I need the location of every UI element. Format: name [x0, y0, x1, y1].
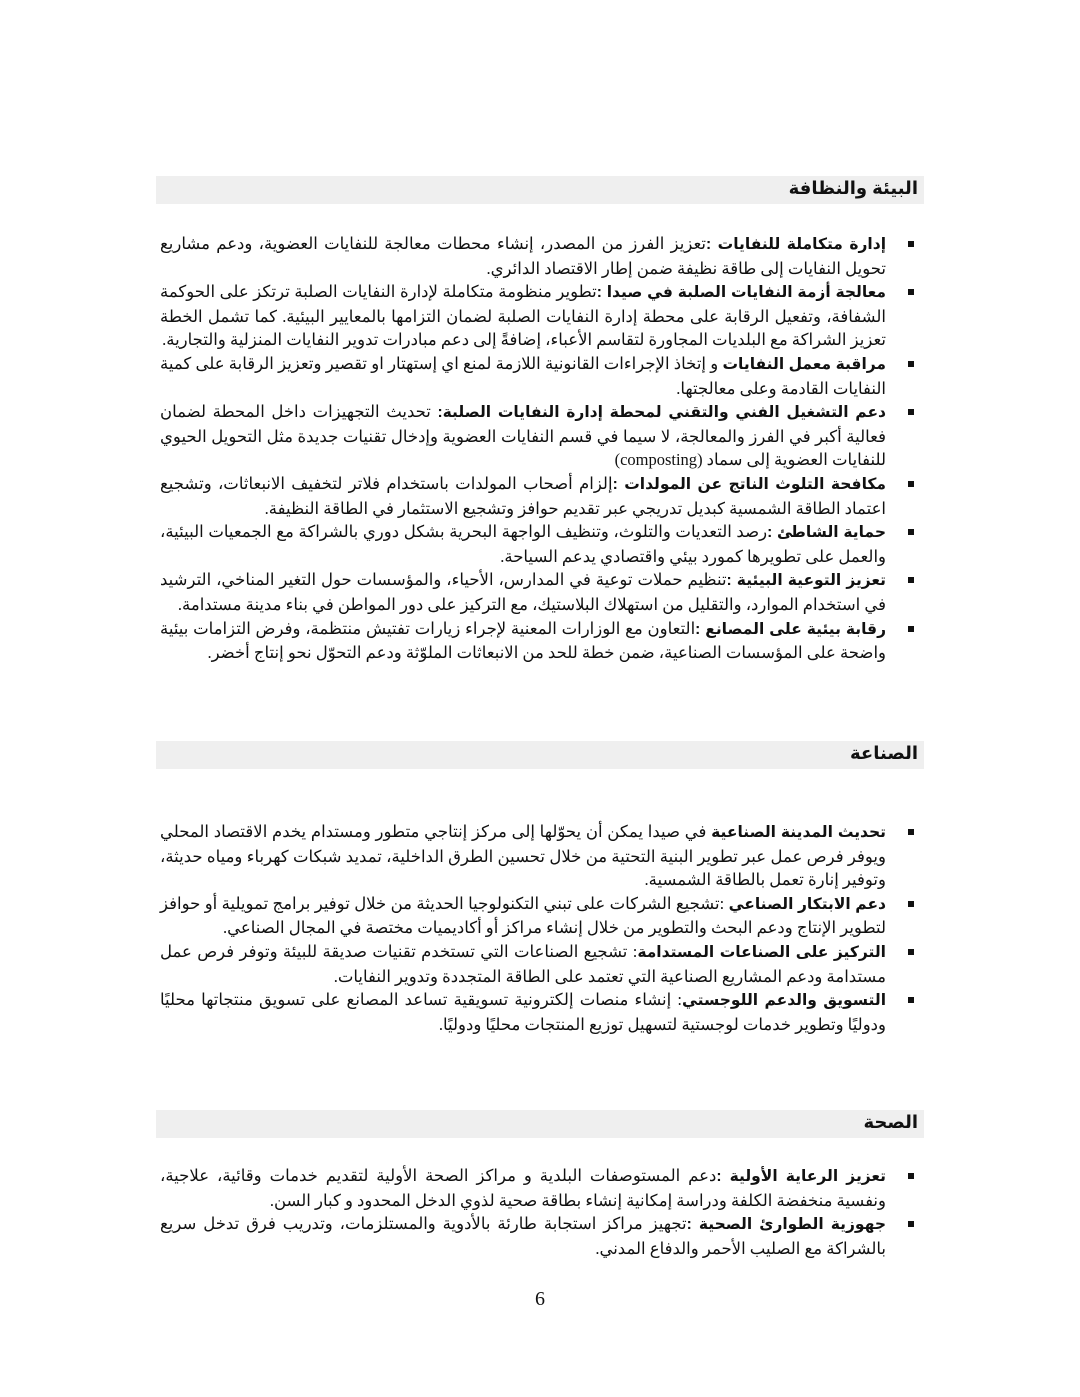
health-list	[160, 1164, 920, 1260]
item-bold-label: رقابة بيئية على المصانع :	[695, 620, 887, 638]
item-bold-label: تعزيز الرعاية الأولية :	[716, 1168, 886, 1185]
section-header-environment	[156, 176, 924, 204]
item-text: و إتخاذ الإجراءات القانونية اللازمة لمنع اي إستهتار او تقصير وتعزيز الرقابة على كمية النفايات القادمة وعلى معالجتها.	[160, 353, 886, 398]
item-text: تطوير منظومة متكاملة لإدارة النفايات الصلبة ترتكز على الحوكمة الشفافة، وتفعيل الرقابة على محطة إدارة النفايات الصلبة لضمان التزامها بالمعايير البيئية. كما تشمل الخطة تعزيز الشراكة مع البلديات المجاورة لتقاسم الأعباء، إضافةً إلى دعم مبادرات تدوير النفايات المنزلية والتجارية.	[160, 282, 886, 350]
item-text: : إنشاء منصات إلكترونية تسويقية تساعد المصانع على تسويق منتجاتها محليًا ودوليًا وتطوير خدمات لوجستية لتسهيل توزيع المنتجات محليًا ودوليًا.	[160, 990, 886, 1034]
item-text: التعاون مع الوزارات المعنية لإجراء زيارات تفتيش منتظمة، وفرض التزامات بيئية واضحة على المؤسسات الصناعية، ضمن خطة للحد من الانبعاثات الملوّثة ودعم التحوّل نحو إنتاج أخضر.	[160, 618, 886, 663]
list-item	[160, 1164, 920, 1212]
item-bold-label: التركيز على الصناعات المستدامة	[637, 943, 886, 961]
section-title: الصناعة	[850, 743, 918, 763]
item-bold-label: دعم التشغيل الفني والتقني لمحطة إدارة النفايات الصلبة:	[437, 404, 886, 422]
item-bold-label: تحديث المدينة الصناعية	[711, 824, 887, 841]
list-item	[160, 352, 920, 400]
item-bold-label: إدارة متكاملة للنفايات :	[706, 236, 887, 253]
item-text: رصد التعديات والتلوث، وتنظيف الواجهة البحرية بشكل دوري بالشراكة مع الجمعيات البيئية، والعمل على تطويرها كمورد بيئي واقتصادي يدعم السياحة.	[160, 522, 886, 566]
item-bold-label: مراقبة معمل النفايات	[722, 355, 887, 373]
item-text: دعم المستوصفات البلدية و مراكز الصحة الأولية لتقديم خدمات وقائية، علاجية، ونفسية منخفضة الكلفة ودراسة إمكانية إنشاء بطاقة صحية لذوي الدخل المحدود و كبار السن.	[160, 1166, 886, 1210]
item-bold-label: جهوزية الطوارئ الصحية :	[686, 1216, 886, 1234]
item-bold-label: مكافحة التلوث الناتج عن المولدات :	[612, 475, 887, 493]
section-header-industry	[156, 741, 924, 769]
list-item	[160, 892, 920, 940]
list-item	[160, 940, 920, 988]
list-item	[160, 820, 920, 892]
item-bold-label: دعم الابتكار الصناعي	[728, 895, 886, 913]
item-text: تعزيز الفرز من المصدر، إنشاء محطات معالجة للنفايات العضوية، ودعم مشاريع تحويل النفايات إلى طاقة نظيفة ضمن إطار الاقتصاد الدائري.	[160, 234, 886, 278]
list-item	[160, 520, 920, 568]
section-title: البيئة والنظافة	[788, 178, 918, 198]
item-bold-label: حماية الشاطئ :	[767, 524, 886, 542]
item-bold-label: معالجة أزمة النفايات الصلبة في صيدا :	[596, 284, 886, 302]
list-item	[160, 568, 920, 616]
item-text: تنظيم حملات توعية في المدارس، الأحياء، والمؤسسات حول التغير المناخي، الترشيد في استخدام الموارد، والتقليل من استهلاك البلاستيك، مع التركيز على دور المواطن في بناء مدينة مستدامة.	[160, 570, 886, 614]
list-item	[160, 232, 920, 280]
section-title: الصحة	[863, 1112, 918, 1132]
section-header-health	[156, 1110, 924, 1138]
list-item	[160, 280, 920, 352]
page-number: 6	[535, 1288, 545, 1310]
list-item	[160, 472, 920, 520]
environment-list	[160, 232, 920, 665]
item-text: : تشجيع الصناعات التي تستخدم تقنيات صديقة للبيئة وتوفر فرص عمل مستدامة ودعم المشاريع الصناعية التي تعتمد على الطاقة المتجددة وتدوير النفايات.	[160, 941, 886, 986]
list-item	[160, 617, 920, 665]
item-bold-label: تعزيز التوعية البيئية :	[726, 572, 886, 590]
item-text: في صيدا يمكن أن يحوّلها إلى مركز إنتاجي متطور ومستدام يخدم الاقتصاد المحلي ويوفر فرص عمل عبر تطوير البنية التحتية من خلال تحسين الطرق الداخلية، تمديد شبكات كهرباء ومياه حديثة، وتوفير إنارة تعمل بالطاقة الشمسية.	[160, 822, 886, 890]
list-item	[160, 1212, 920, 1260]
item-text: :تشجيع الشركات على تبني التكنولوجيا الحديثة من خلال توفير برامج تمويلية أو حوافز لتطوير الإنتاج ودعم البحث والتطوير من خلال إنشاء مراكز أو أكاديميات مختصة في المجال الصناعي.	[160, 893, 886, 938]
list-item	[160, 988, 920, 1036]
item-text: إلزام أصحاب المولدات باستخدام فلاتر لتخفيف الانبعاثات، وتشجيع اعتماد الطاقة الشمسية كبديل تدريجي عبر تقديم حوافز وتشجيع الاستثمار في الطاقة النظيفة.	[160, 473, 886, 518]
item-text: تحديث التجهيزات داخل المحطة لضمان فعالية أكبر في الفرز والمعالجة، لا سيما في قسم النفايات العضوية وإدخال تقنيات جديدة مثل التحويل الحيوي للنفايات العضوية إلى سماد (composting)	[160, 402, 886, 470]
item-text: تجهيز مراكز استجابة طارئة بالأدوية والمستلزمات، وتدريب فرق تدخل سريع بالشراكة مع الصليب الأحمر والدفاع المدني.	[160, 1214, 886, 1258]
industry-list	[160, 820, 920, 1036]
list-item	[160, 400, 920, 472]
item-bold-label: التسويق والدعم اللوجستي	[681, 992, 887, 1010]
